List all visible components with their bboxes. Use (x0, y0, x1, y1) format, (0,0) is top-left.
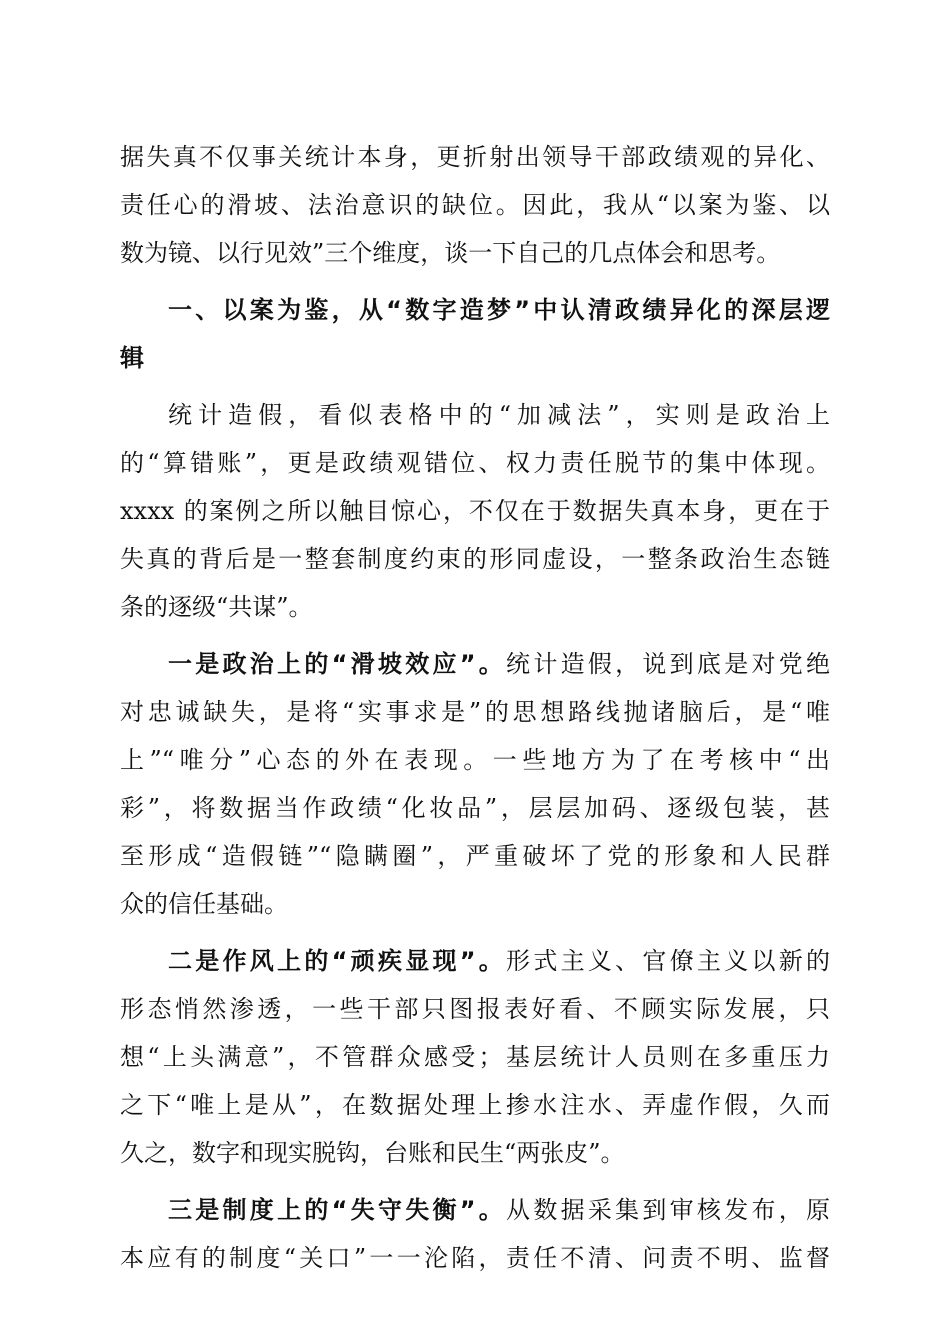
text-line: xxxx 的案例之所以触目惊心，不仅在于数据失真本身，更在于 (120, 497, 830, 525)
text-line: 彩”，将数据当作政绩“化妆品”，层层加码、逐级包装，甚 (120, 794, 830, 822)
text-line: 条的逐级“共谋”。 (120, 593, 313, 621)
text-line (120, 1186, 830, 1234)
text-line: 的“算错账”，更是政绩观错位、权力责任脱节的集中体现。 (120, 449, 830, 477)
heading-line: 一、以案为鉴，从“数字造梦”中认清政绩异化的深层逻 (168, 296, 830, 324)
point-1-lead: 一是政治上的“滑坡效应”。 (168, 650, 507, 678)
text-line: 统计造假，看似表格中的“加减法”，实则是政治上 (168, 401, 830, 429)
point-3-first-text: 从数据采集到审核发布，原 (506, 1196, 831, 1224)
text-line (120, 640, 830, 688)
text-line: 据失真不仅事关统计本身，更折射出领导干部政绩观的异化、 (120, 143, 830, 171)
text-line: 之下“唯上是从”，在数据处理上掺水注水、弄虚作假，久而 (120, 1091, 830, 1119)
text-line: 久之，数字和现实脱钩，台账和民生“两张皮”。 (120, 1139, 625, 1167)
document-page (120, 133, 830, 1282)
text-line: 上”“唯分”心态的外在表现。一些地方为了在考核中“出 (120, 746, 830, 774)
heading-line: 辑 (120, 344, 144, 372)
point-2-paragraph (120, 937, 830, 1177)
section-heading-1 (120, 286, 830, 382)
text-line: 至形成“造假链”“隐瞒圈”，严重破坏了党的形象和人民群 (120, 842, 830, 870)
text-line: 责任心的滑坡、法治意识的缺位。因此，我从“以案为鉴、以 (120, 191, 830, 219)
point-2-first-text: 形式主义、官僚主义以新的 (506, 947, 831, 975)
text-line: 对忠诚缺失，是将“实事求是”的思想路线抛诸脑后，是“唯 (120, 698, 830, 726)
text-line: 失真的背后是一整套制度约束的形同虚设，一整条政治生态链 (120, 545, 830, 573)
point-3-paragraph (120, 1186, 830, 1282)
text-line: 数为镜、以行见效”三个维度，谈一下自己的几点体会和思考。 (120, 239, 781, 267)
point-3-lead: 三是制度上的“失守失衡”。 (168, 1196, 507, 1224)
intro-paragraph (120, 133, 830, 277)
paragraph-1 (120, 391, 830, 631)
text-line (120, 937, 830, 985)
point-1-paragraph (120, 640, 830, 928)
text-line: 众的信任基础。 (120, 890, 288, 918)
point-1-first-text: 统计造假，说到底是对党绝 (506, 650, 831, 678)
text-line: 想“上头满意”，不管群众感受；基层统计人员则在多重压力 (120, 1043, 830, 1071)
text-line: 形态悄然渗透，一些干部只图报表好看、不顾实际发展，只 (120, 995, 830, 1023)
text-line: 本应有的制度“关口”一一沦陷，责任不清、问责不明、监督 (120, 1244, 830, 1272)
point-2-lead: 二是作风上的“顽疾显现”。 (168, 947, 507, 975)
